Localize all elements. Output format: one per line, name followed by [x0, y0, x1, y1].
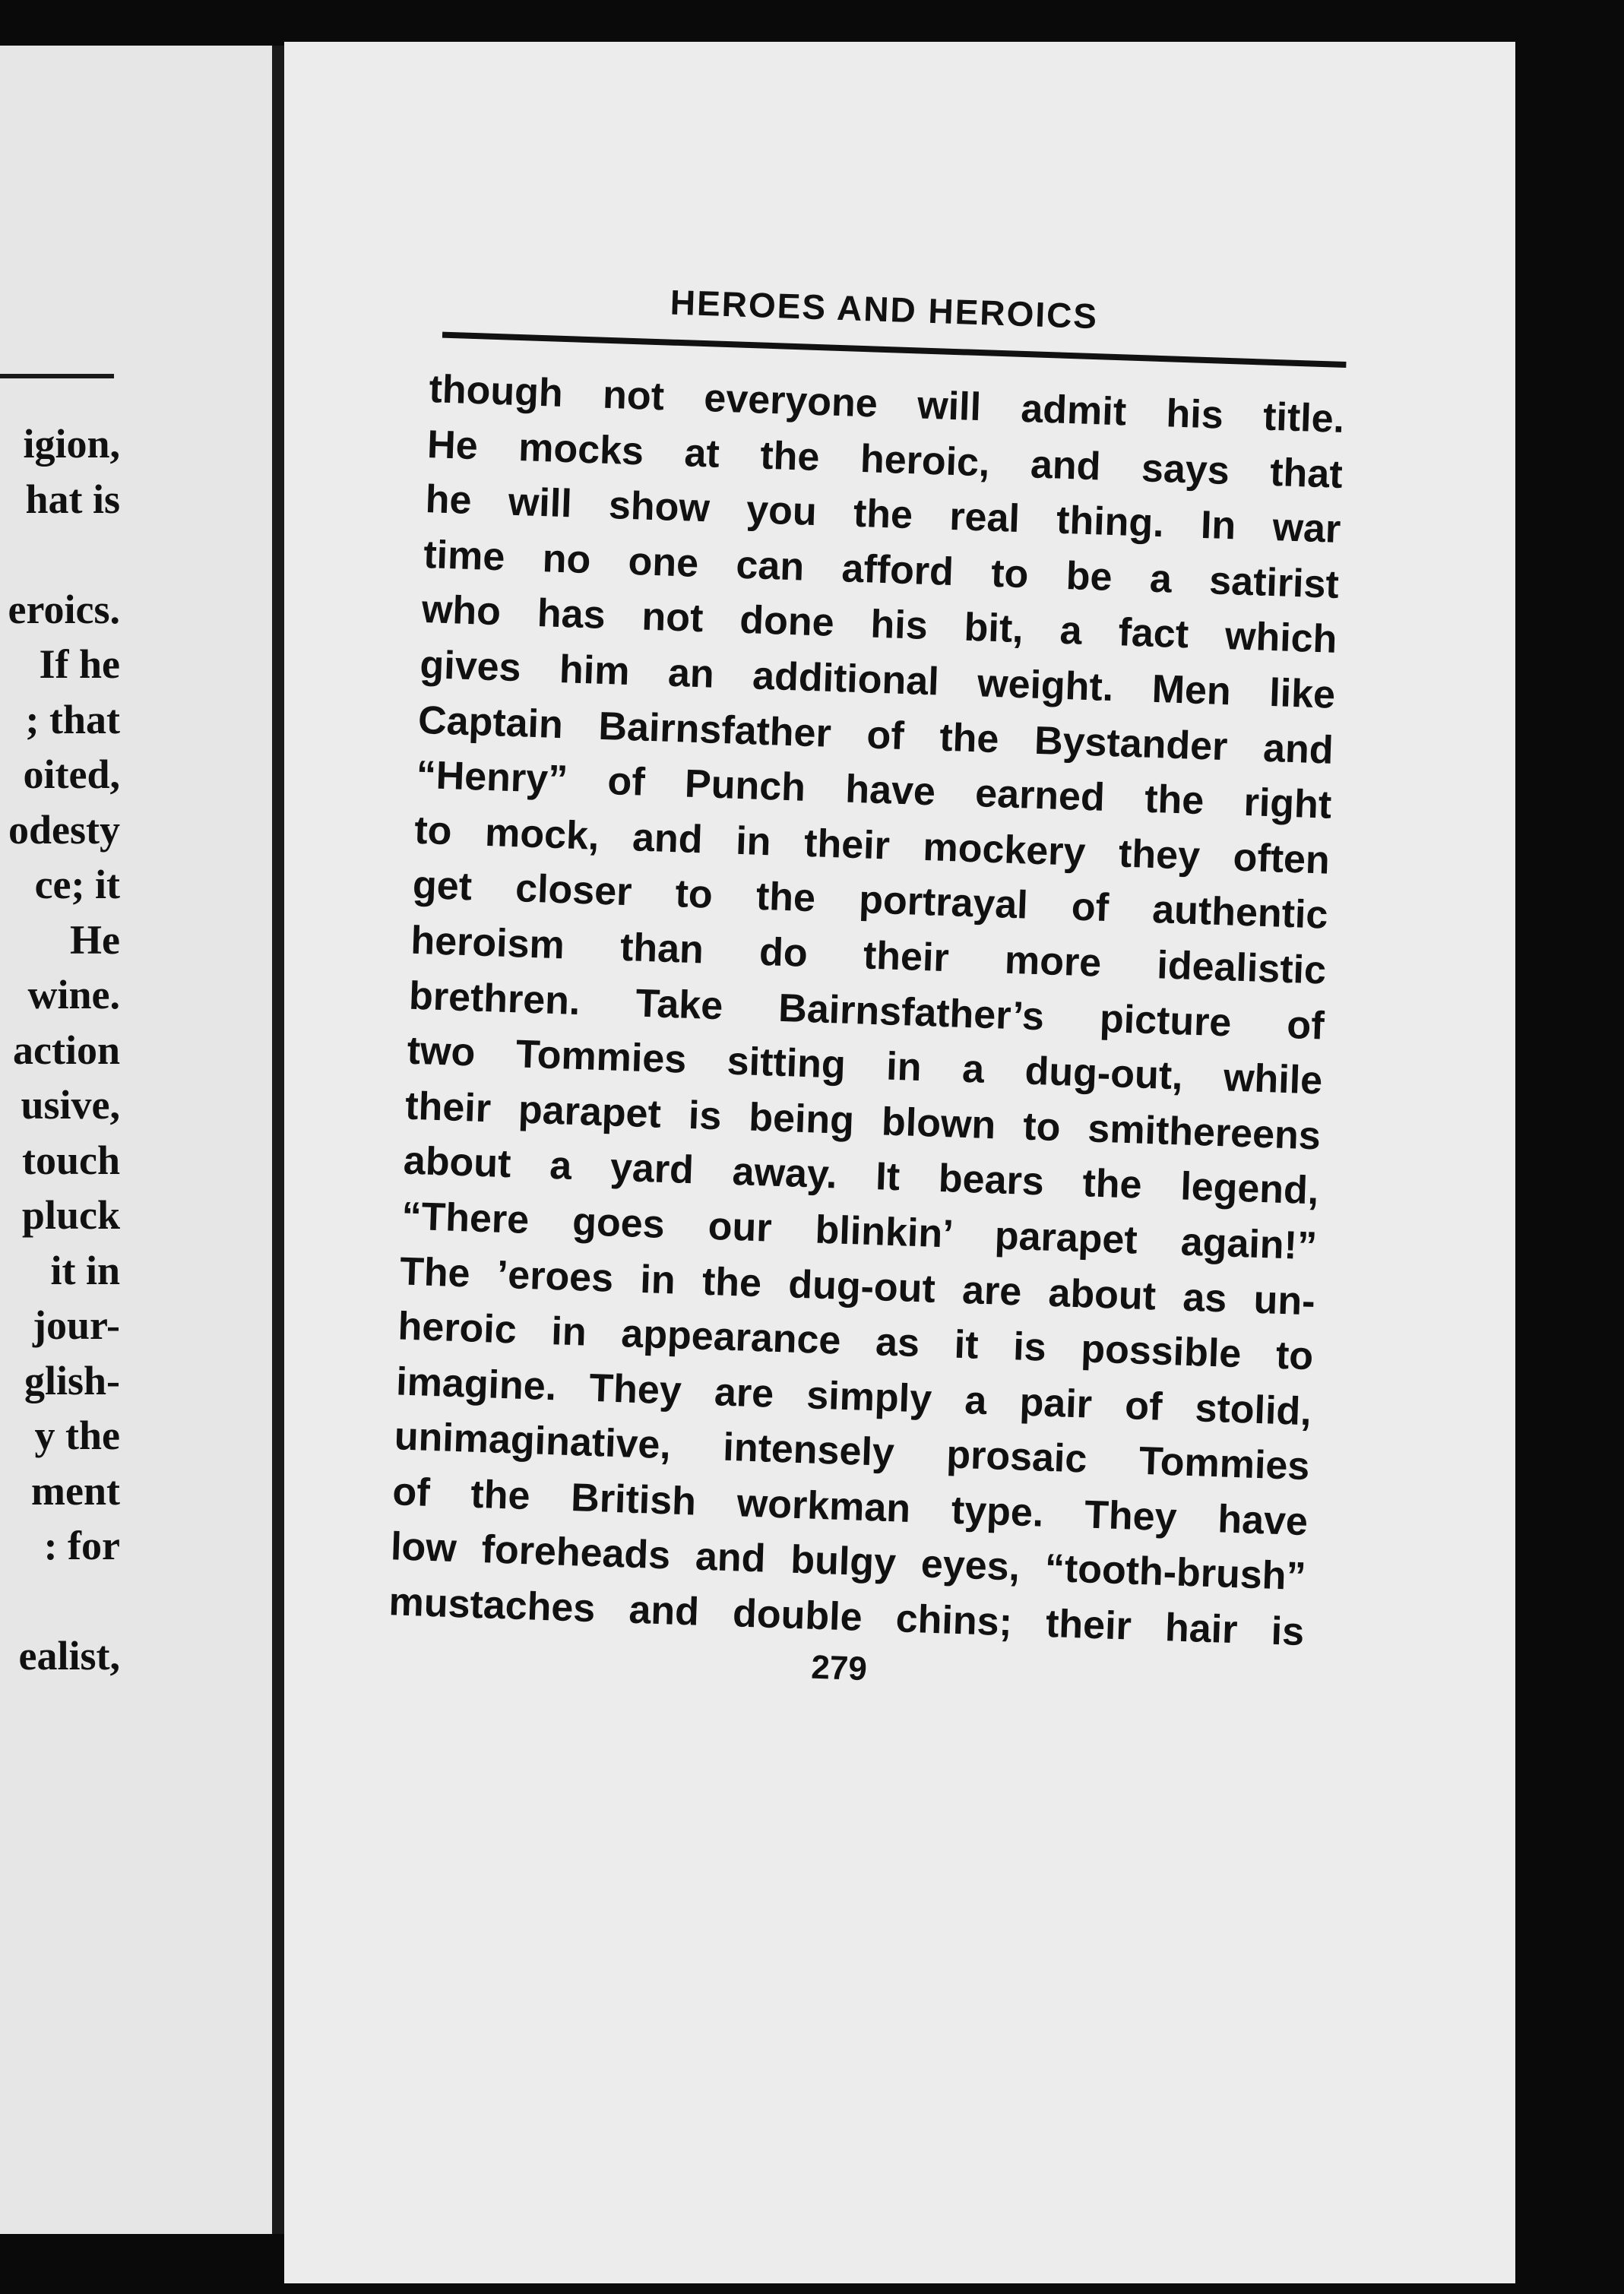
- text-line: two Tommies sitting in a dug-out, while: [406, 1028, 1324, 1103]
- text-line: mustaches and double chins; their hair is: [388, 1580, 1306, 1655]
- left-line: it in: [50, 1247, 120, 1293]
- left-line: ce; it: [34, 862, 120, 907]
- left-line: oited,: [23, 751, 120, 797]
- right-page-text-block: [335, 266, 1356, 1764]
- text-line: brethren. Take Bairnsfather’s picture of: [408, 973, 1325, 1049]
- left-line: pluck: [21, 1192, 120, 1238]
- page-number: 279: [810, 1648, 868, 1688]
- left-line: If he: [39, 641, 120, 687]
- running-head: HEROES AND HEROICS: [670, 282, 1099, 337]
- body-text: [339, 360, 1346, 1660]
- left-line: usive,: [21, 1082, 120, 1128]
- left-page-rule: [0, 374, 114, 378]
- left-line: y the: [34, 1413, 120, 1458]
- left-line: He: [70, 916, 120, 963]
- text-line: he will show you the real thing. In war: [424, 477, 1342, 552]
- left-line: wine.: [27, 972, 120, 1017]
- left-line: ment: [31, 1467, 120, 1514]
- text-line: Captain Bairnsfather of the Bystander and: [417, 698, 1334, 773]
- left-line: ; that: [25, 696, 120, 742]
- text-line: gives him an additional weight. Men like: [419, 642, 1336, 717]
- left-line: hat is: [25, 476, 120, 522]
- text-line: about a yard away. It bears the legend,: [403, 1138, 1320, 1213]
- left-line: eroics.: [8, 586, 120, 632]
- left-page: [0, 46, 283, 2234]
- text-line: their parapet is being blown to smithereens: [404, 1084, 1322, 1159]
- left-line: : for: [43, 1523, 120, 1568]
- text-line: heroic in appearance as it is possible to: [397, 1304, 1315, 1379]
- text-line: though not everyone will admit his title.: [428, 367, 1345, 442]
- left-page-text: [0, 416, 120, 1684]
- text-line: “There goes our blinkin’ parapet again!”: [400, 1194, 1318, 1269]
- text-line: low foreheads and bulgy eyes, “tooth-brush”: [390, 1524, 1307, 1599]
- left-line: action: [13, 1027, 120, 1073]
- text-line: to mock, and in their mockery they often: [413, 808, 1331, 883]
- left-line: [0, 527, 120, 582]
- left-line: ealist,: [18, 1633, 120, 1679]
- text-line: get closer to the portrayal of authentic: [412, 863, 1329, 938]
- text-line: of the British workman type. They have: [391, 1470, 1309, 1545]
- text-line: heroism than do their more idealistic: [410, 918, 1327, 993]
- text-line: who has not done his bit, a fact which: [421, 587, 1338, 663]
- left-line: touch: [21, 1137, 120, 1183]
- text-line: imagine. They are simply a pair of stolid,: [395, 1359, 1312, 1434]
- book-gutter: [272, 46, 284, 2234]
- text-line: unimaginative, intensely prosaic Tommies: [393, 1414, 1311, 1489]
- left-line: igion,: [23, 421, 120, 467]
- left-line: [0, 1574, 120, 1629]
- page-edge-shadow: [1515, 42, 1561, 2283]
- text-line: time no one can afford to be a satirist: [423, 532, 1340, 607]
- left-line: jour-: [33, 1302, 120, 1348]
- left-line: odesty: [8, 806, 120, 853]
- left-line: glish-: [24, 1357, 120, 1403]
- text-line: “Henry” of Punch have earned the right: [415, 752, 1333, 827]
- text-line: The ’eroes in the dug-out are about as un-: [399, 1248, 1316, 1324]
- text-line: He mocks at the heroic, and says that: [426, 422, 1344, 497]
